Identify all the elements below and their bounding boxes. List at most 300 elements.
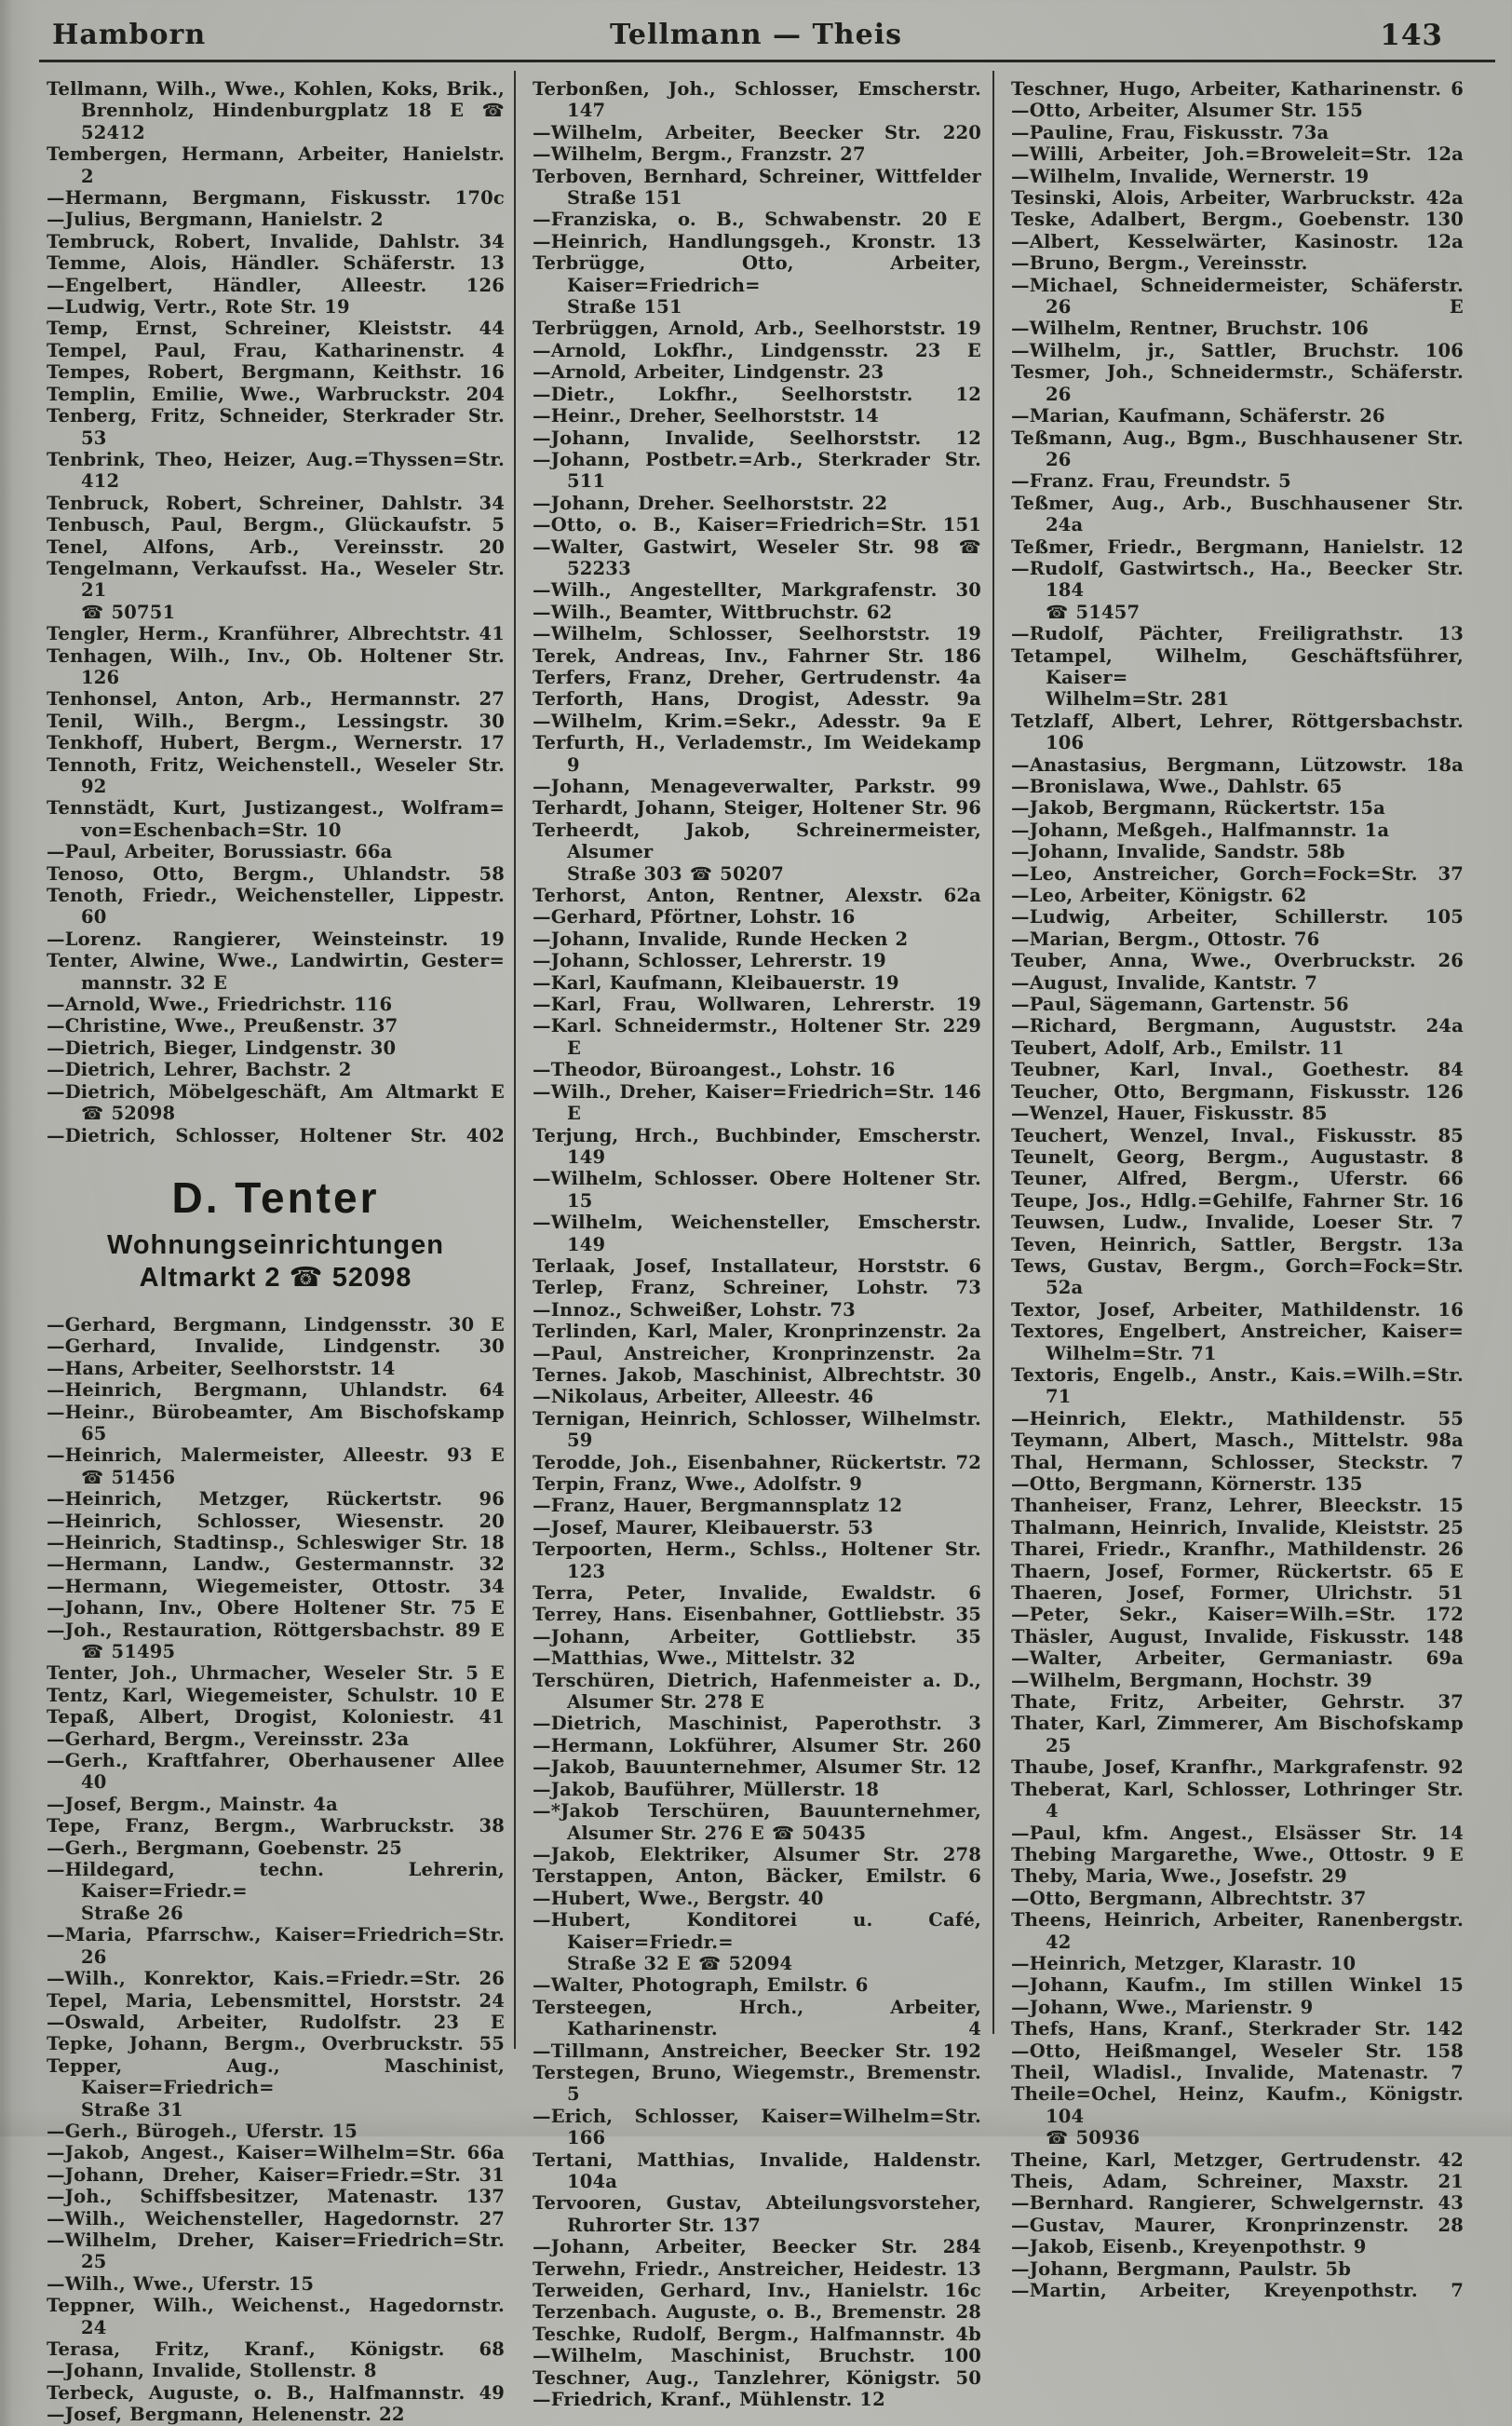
entry-line: Tepke, Johann, Bergm., Overbruckstr. 55 (47, 2033, 505, 2055)
directory-entry (1011, 1190, 1464, 1212)
entry-line: —Franz. Frau, Freundstr. 5 (1011, 470, 1291, 493)
directory-entry (1011, 1756, 1464, 1778)
entry-line: Tenbusch, Paul, Bergm., Glückaufstr. 5 (47, 514, 505, 536)
entry-line: Tesinski, Alois, Arbeiter, Warbruckstr. 42a (1011, 187, 1464, 210)
directory-entry (1011, 1779, 1464, 1823)
entry-line: Thater, Karl, Zimmerer, Am Bischofskamp 25 (1011, 1713, 1464, 1756)
directory-entry (1011, 711, 1464, 754)
entry-line: —Heinrich, Metzger, Rückertstr. 96 (47, 1488, 505, 1511)
entry-line: Terra, Peter, Invalide, Ewaldstr. 6 (533, 1582, 981, 1605)
directory-entry (47, 1059, 505, 1080)
entry-line: —Gerh., Kraftfahrer, Oberhausener Allee 40 (47, 1750, 505, 1794)
entry-line: Terbrüggen, Arnold, Arb., Seelhorststr. 19 (533, 318, 981, 340)
directory-entry (47, 2382, 505, 2404)
entry-line: Templin, Emilie, Wwe., Warbruckstr. 204 (47, 383, 505, 405)
entry-line: —Rudolf, Pächter, Freiligrathstr. 13 (1011, 623, 1464, 645)
entry-line: —Johann, Dreher, Kaiser=Friedr.=Str. 31 (47, 2163, 505, 2186)
entry-line: —Johann, Meßgeh., Halfmannstr. 1a (1011, 819, 1390, 841)
directory-entry (1011, 2149, 1464, 2171)
entry-line: —Wilhelm, Schlosser, Seelhorststr. 19 (533, 623, 981, 645)
directory-entry (47, 252, 505, 274)
directory-entry (47, 2186, 505, 2207)
entry-line: —Wilhelm, Invalide, Wernerstr. 19 (1011, 165, 1370, 187)
directory-entry (47, 2229, 505, 2273)
entry-line-continuation: ☎ 51457 (1046, 601, 1141, 623)
directory-entry (533, 536, 981, 580)
directory-entry (533, 1452, 981, 1473)
directory-entry (47, 1488, 505, 1510)
directory-entry (1011, 623, 1464, 644)
directory-entry (533, 1059, 981, 1080)
entry-line: —Engelbert, Händler, Alleestr. 126 (47, 274, 505, 296)
directory-entry (47, 1379, 505, 1401)
entry-line: Tepper, Aug., Maschinist, Kaiser=Friedrich= (47, 2054, 505, 2099)
directory-entry (47, 2338, 505, 2360)
directory-entry (1011, 209, 1464, 230)
directory-entry (533, 2192, 981, 2236)
entry-line: —Franz, Hauer, Bergmannsplatz 12 (533, 1495, 903, 1517)
directory-entry (1011, 252, 1464, 274)
directory-entry (533, 579, 981, 601)
entry-line: Tellmann, Wilh., Wwe., Kohlen, Koks, Brik., (47, 78, 505, 100)
entry-line: —Leo, Arbeiter, Königstr. 62 (1011, 885, 1307, 907)
entry-line: —Josef, Bergmann, Helenenstr. 22 (47, 2404, 405, 2426)
directory-entry (533, 493, 981, 514)
entry-line: Teubner, Karl, Inval., Goethestr. 84 (1011, 1059, 1464, 1081)
column1-entries-bottom (47, 1314, 505, 2426)
directory-entry (47, 1532, 505, 1553)
directory-entry (47, 1706, 505, 1728)
column-separator-2 (992, 71, 994, 2034)
entry-line: —Johann, Arbeiter, Beecker Str. 284 (533, 2236, 981, 2258)
directory-entry (47, 361, 505, 383)
entry-line: Tentz, Karl, Wiegemeister, Schulstr. 10 E (47, 1684, 505, 1706)
entry-line: —Jakob, Angest., Kaiser=Wilhelm=Str. 66a (47, 2142, 505, 2164)
entry-line: —Heinrich, Malermeister, Alleestr. 93 E (47, 1444, 505, 1467)
entry-line: —Hubert, Konditorei u. Café, Kaiser=Friedr.= (533, 1909, 981, 1953)
ad-address: Altmarkt 2 ☎ 52098 (139, 1262, 412, 1293)
entry-line: —Walter, Arbeiter, Germaniastr. 69a (1011, 1647, 1464, 1670)
entry-line: —Matthias, Wwe., Mittelstr. 32 (533, 1647, 856, 1670)
directory-entry (47, 384, 505, 405)
directory-entry (533, 1343, 981, 1364)
entry-line: —Dietrich, Maschinist, Paperothstr. 3 (533, 1713, 981, 1735)
entry-line: —Karl, Kaufmann, Kleibauerstr. 19 (533, 971, 899, 994)
entry-line: —Wilhelm, Schlosser. Obere Holtener Str. 15 (533, 1168, 981, 1212)
directory-entry (533, 1517, 981, 1538)
entry-line: Terboven, Bernhard, Schreiner, Wittfelder (533, 165, 981, 187)
directory-entry (1011, 645, 1464, 711)
entry-line: Tews, Gustav, Bergm., Gorch=Fock=Str. 52a (1011, 1254, 1464, 1299)
directory-entry (1011, 1255, 1464, 1299)
entry-line: —Johann, Menageverwalter, Parkstr. 99 (533, 776, 981, 797)
directory-entry (47, 209, 505, 230)
directory-entry (1011, 1561, 1464, 1582)
directory-entry (47, 296, 505, 318)
directory-entry (533, 1713, 981, 1734)
directory-entry (1011, 1408, 1464, 1430)
directory-entry (1011, 1582, 1464, 1604)
entry-line: Tenbrink, Theo, Heizer, Aug.=Thyssen=Str. 412 (47, 448, 505, 493)
directory-entry (47, 1402, 505, 1445)
directory-entry (47, 1553, 505, 1575)
entry-line: —Wilh., Angestellter, Markgrafenstr. 30 (533, 579, 981, 602)
directory-entry (47, 928, 505, 950)
entry-line: —Heinr., Dreher, Seelhorststr. 14 (533, 405, 879, 427)
directory-entry (1011, 1430, 1464, 1451)
entry-line: Tenoso, Otto, Bergm., Uhlandstr. 58 (47, 862, 505, 885)
entry-line: —Wilhelm, Weichensteller, Emscherstr. 149 (533, 1212, 981, 1255)
directory-entry (1011, 2280, 1464, 2301)
directory-entry (1011, 754, 1464, 776)
entry-line: —Christine, Wwe., Preußenstr. 37 (47, 1015, 398, 1037)
entry-line: —Gerhard, Bergmann, Lindgensstr. 30 E (47, 1313, 505, 1335)
entry-line-continuation: Straße 303 ☎ 50207 (567, 862, 785, 885)
directory-entry (47, 1015, 505, 1037)
directory-entry (1011, 2236, 1464, 2257)
directory-entry (533, 1168, 981, 1212)
directory-entry (533, 1582, 981, 1604)
entry-line: —Ludwig, Arbeiter, Schillerstr. 105 (1011, 906, 1464, 928)
directory-entry (1011, 2258, 1464, 2280)
directory-entry (47, 2055, 505, 2121)
directory-entry (533, 449, 981, 493)
entry-line: Theens, Heinrich, Arbeiter, Ranenbergstr. 42 (1011, 1909, 1464, 1953)
directory-entry (533, 1408, 981, 1452)
directory-entry (1011, 972, 1464, 994)
directory-entry (1011, 1473, 1464, 1495)
entry-line: —Karl. Schneidermstr., Holtener Str. 229 E (533, 1015, 981, 1059)
directory-entry (533, 2389, 981, 2410)
entry-line: Tembruck, Robert, Invalide, Dahlstr. 34 (47, 230, 505, 252)
directory-entry (1011, 2215, 1464, 2236)
entry-line: Thate, Fritz, Arbeiter, Gehrstr. 37 (1011, 1691, 1464, 1714)
directory-entry (1011, 950, 1464, 971)
directory-entry (533, 1015, 981, 1059)
directory-entry (47, 863, 505, 885)
page-header-place: Hamborn (52, 19, 207, 51)
entry-line: —Johann, Wwe., Marienstr. 9 (1011, 1996, 1314, 2018)
directory-entry (533, 688, 981, 710)
directory-entry (533, 972, 981, 994)
entry-line-continuation: Wilhelm=Str. 71 (1046, 1342, 1217, 1364)
directory-entry (1011, 994, 1464, 1015)
directory-entry (1011, 2192, 1464, 2214)
directory-entry (533, 602, 981, 623)
directory-entry (47, 732, 505, 753)
directory-entry (1011, 1823, 1464, 1844)
directory-entry (533, 1364, 981, 1386)
directory-column-1 (47, 78, 505, 2426)
entry-line: —Karl, Frau, Wollwaren, Lehrerstr. 19 (533, 994, 981, 1016)
entry-line: —Joh., Restauration, Röttgersbachstr. 89 E (47, 1619, 505, 1641)
directory-entry (47, 2164, 505, 2186)
directory-entry (47, 711, 505, 732)
directory-entry (47, 78, 505, 143)
entry-line: Teymann, Albert, Masch., Mittelstr. 98a (1011, 1430, 1464, 1452)
directory-entry (533, 2258, 981, 2280)
entry-line: —Dietrich, Möbelgeschäft, Am Altmarkt E (47, 1080, 505, 1103)
entry-line: —Johann, Arbeiter, Gottliebstr. 35 (533, 1625, 981, 1647)
directory-entry (47, 1968, 505, 1989)
entry-line: Tenter, Joh., Uhrmacher, Weseler Str. 5 E (47, 1662, 505, 1685)
directory-entry (533, 1299, 981, 1321)
directory-entry (1011, 2083, 1464, 2148)
directory-entry (533, 645, 981, 667)
directory-entry (1011, 1452, 1464, 1473)
directory-entry (47, 449, 505, 493)
directory-entry (533, 950, 981, 971)
entry-line: Tembergen, Hermann, Arbeiter, Hanielstr. 2 (47, 143, 505, 187)
directory-entry (533, 1277, 981, 1298)
entry-line: Tenil, Wilh., Bergm., Lessingstr. 30 (47, 710, 505, 732)
entry-line: —Heinrich, Metzger, Klarastr. 10 (1011, 1952, 1357, 1974)
directory-entry (1011, 797, 1464, 819)
directory-entry (533, 885, 981, 906)
directory-entry (533, 340, 981, 361)
directory-entry (47, 1358, 505, 1379)
entry-line-continuation: ☎ 51495 (81, 1641, 176, 1662)
directory-entry (1011, 1844, 1464, 1865)
entry-line: —Rudolf, Gastwirtsch., Ha., Beecker Str. 184 (1011, 557, 1464, 602)
directory-entry (533, 623, 981, 644)
directory-entry (1011, 1888, 1464, 1909)
entry-line-continuation: Alsumer Str. 278 E (567, 1691, 764, 1714)
directory-entry (1011, 1953, 1464, 1974)
ad-title: D. Tenter (171, 1172, 380, 1222)
entry-line: —Johann, Inv., Obere Holtener Str. 75 E (47, 1597, 505, 1620)
entry-line-continuation: von=Eschenbach=Str. 10 (81, 819, 342, 841)
entry-line: Terlep, Franz, Schreiner, Lohstr. 73 (533, 1277, 981, 1299)
directory-entry (533, 78, 981, 122)
directory-entry (47, 340, 505, 361)
entry-line: —Wilhelm, Rentner, Bruchstr. 106 (1011, 318, 1370, 340)
entry-line: —Theodor, Büroangest., Lohstr. 16 (533, 1059, 896, 1081)
directory-entry (533, 1844, 981, 1865)
directory-entry (47, 797, 505, 841)
directory-entry (1011, 1234, 1464, 1255)
entry-line: —Wilhelm, Bergmann, Hochstr. 39 (1011, 1669, 1372, 1691)
entry-line: Thaern, Josef, Former, Rückertstr. 65 E (1011, 1560, 1464, 1582)
header-rule (39, 60, 1495, 62)
entry-line: —Heinrich, Bergmann, Uhlandstr. 64 (47, 1379, 505, 1402)
entry-line: —Marian, Bergm., Ottostr. 76 (1011, 928, 1320, 950)
entry-line: —Arnold, Arbeiter, Lindgenstr. 23 (533, 361, 884, 384)
directory-entry (1011, 863, 1464, 885)
entry-line: —Wenzel, Hauer, Fiskusstr. 85 (1011, 1103, 1328, 1125)
entry-line: Teupe, Jos., Hdlg.=Gehilfe, Fahrner Str. 16 (1011, 1189, 1464, 1212)
directory-entry (1011, 906, 1464, 928)
entry-line: Theile=Ochel, Heinz, Kaufm., Königstr. 104 (1011, 2083, 1464, 2127)
entry-line: Terstappen, Anton, Bäcker, Emilstr. 6 (533, 1865, 981, 1888)
directory-entry (47, 2360, 505, 2381)
directory-entry (47, 754, 505, 798)
directory-entry (47, 1924, 505, 1968)
directory-entry (1011, 1670, 1464, 1691)
entry-line: Teschner, Aug., Tanzlehrer, Königstr. 50 (533, 2366, 981, 2389)
entry-line: —Hermann, Wiegemeister, Ottostr. 34 (47, 1575, 505, 1597)
entry-line: Ternes. Jakob, Maschinist, Albrechtstr. 30 (533, 1363, 981, 1386)
directory-entry (533, 906, 981, 928)
entry-line: Thalmann, Heinrich, Invalide, Kleiststr. 25 (1011, 1516, 1464, 1538)
directory-entry (47, 2295, 505, 2338)
directory-entry (1011, 820, 1464, 841)
directory-entry (47, 1037, 505, 1059)
entry-line: Thanheiser, Franz, Lehrer, Bleeckstr. 15 (1011, 1495, 1464, 1517)
entry-line: —Ludwig, Vertr., Rote Str. 19 (47, 296, 350, 318)
directory-entry (1011, 885, 1464, 906)
column1-entries-top (47, 78, 505, 1146)
entry-line: —Otto, Bergmann, Albrechtstr. 37 (1011, 1887, 1367, 1909)
entry-line: Tennoth, Fritz, Weichenstell., Weseler Str. 92 (47, 753, 505, 797)
entry-line: Teske, Adalbert, Bergm., Goebenstr. 130 (1011, 209, 1464, 231)
directory-entry (1011, 405, 1464, 427)
entry-line: —Gustav, Maurer, Kronprinzenstr. 28 (1011, 2214, 1464, 2236)
entry-line: Teven, Heinrich, Sattler, Bergstr. 13a (1011, 1233, 1464, 1255)
entry-line: Tepaß, Albert, Drogist, Koloniestr. 41 (47, 1706, 505, 1728)
entry-line: —Dietr., Lokfhr., Seelhorststr. 12 (533, 383, 981, 405)
entry-line: Tempel, Paul, Frau, Katharinenstr. 4 (47, 339, 505, 361)
entry-line: Teppner, Wilh., Weichenst., Hagedornstr. 24 (47, 2295, 505, 2338)
directory-entry (533, 2106, 981, 2149)
directory-entry (47, 645, 505, 689)
entry-line: Teuwsen, Ludw., Invalide, Loeser Str. 7 (1011, 1212, 1464, 1234)
entry-line: Tenoth, Friedr., Weichensteller, Lippestr. 60 (47, 885, 505, 928)
directory-entry (1011, 1713, 1464, 1756)
entry-line: Teuner, Alfred, Bergm., Uferstr. 66 (1011, 1168, 1464, 1190)
directory-entry (47, 1511, 505, 1532)
directory-entry (1011, 1538, 1464, 1560)
directory-entry (1011, 318, 1464, 339)
entry-line: Theis, Adam, Schreiner, Maxstr. 21 (1011, 2171, 1464, 2192)
entry-line: Teubert, Adolf, Arb., Emilstr. 11 (1011, 1037, 1344, 1059)
directory-entry (47, 1597, 505, 1619)
directory-entry (47, 885, 505, 928)
entry-line: Textores, Engelbert, Anstreicher, Kaiser= (1011, 1321, 1464, 1343)
directory-entry (47, 1662, 505, 1684)
directory-entry (47, 950, 505, 994)
entry-line: —Tillmann, Anstreicher, Beecker Str. 192 (533, 2040, 981, 2062)
directory-entry (1011, 143, 1464, 165)
directory-entry (533, 820, 981, 885)
directory-entry (533, 994, 981, 1015)
entry-line: —Otto, o. B., Kaiser=Friedrich=Str. 151 (533, 514, 981, 536)
entry-line: —Johann, Invalide, Sandstr. 58b (1011, 841, 1345, 863)
entry-line: —Anastasius, Bergmann, Lützowstr. 18a (1011, 753, 1464, 776)
directory-entry (47, 1837, 505, 1859)
entry-line: —Oswald, Arbeiter, Rudolfstr. 23 E (47, 2011, 505, 2033)
entry-line: —Jakob, Bergmann, Rückertstr. 15a (1011, 797, 1385, 820)
directory-entry (533, 2324, 981, 2345)
directory-entry (47, 2012, 505, 2033)
directory-entry (47, 275, 505, 296)
entry-line: —Paul, kfm. Angest., Elsässer Str. 14 (1011, 1822, 1464, 1844)
entry-line: —Johann, Invalide, Runde Hecken 2 (533, 928, 909, 950)
directory-entry (533, 928, 981, 950)
entry-line: —Richard, Bergmann, Auguststr. 24a (1011, 1015, 1464, 1037)
entry-line-continuation: Straße 26 (81, 1902, 183, 1924)
directory-entry (533, 2345, 981, 2366)
entry-line: —Michael, Schneidermeister, Schäferstr. 26 E (1011, 274, 1464, 318)
directory-entry (533, 797, 981, 819)
directory-entry (1011, 122, 1464, 143)
directory-entry (47, 1620, 505, 1663)
entry-line: —Hans, Arbeiter, Seelhorststr. 14 (47, 1357, 396, 1379)
directory-entry (47, 1081, 505, 1125)
directory-entry (533, 1779, 981, 1800)
entry-line: —Johann, Invalide, Stollenstr. 8 (47, 2360, 377, 2382)
entry-line: Tenhonsel, Anton, Arb., Hermannstr. 27 (47, 688, 505, 711)
entry-line: Terhorst, Anton, Rentner, Alexstr. 62a (533, 885, 981, 907)
entry-line: Terbonßen, Joh., Schlosser, Emscherstr. 147 (533, 78, 981, 122)
entry-line: —Wilh., Beamter, Wittbruchstr. 62 (533, 601, 893, 623)
entry-line: —*Jakob Terschüren, Bauunternehmer, (533, 1800, 981, 1823)
entry-line: Thefs, Hans, Kranf., Sterkrader Str. 142 (1011, 2018, 1464, 2040)
directory-entry (47, 1125, 505, 1146)
directory-entry (533, 667, 981, 688)
entry-line: Terbeck, Auguste, o. B., Halfmannstr. 49 (47, 2381, 505, 2404)
directory-entry (1011, 1495, 1464, 1516)
entry-line: Terweiden, Gerhard, Inv., Hanielstr. 16c (533, 2280, 981, 2302)
entry-line: Tetampel, Wilhelm, Geschäftsführer, Kaiser= (1011, 644, 1464, 688)
entry-line: —Paul, Sägemann, Gartenstr. 56 (1011, 994, 1349, 1016)
directory-entry (1011, 1146, 1464, 1168)
entry-line: Teßmann, Aug., Bgm., Buschhausener Str. 26 (1011, 427, 1464, 470)
entry-line: —Gerhard, Bergm., Vereinsstr. 23a (47, 1728, 410, 1750)
entry-line: —Lorenz. Rangierer, Weinsteinstr. 19 (47, 928, 505, 950)
directory-entry (533, 1647, 981, 1669)
entry-line: Terek, Andreas, Inv., Fahrner Str. 186 (533, 644, 981, 667)
directory-entry (1011, 1626, 1464, 1647)
directory-entry (533, 1321, 981, 1342)
advertisement-tenter (47, 1146, 505, 1314)
directory-entry (47, 1794, 505, 1815)
directory-entry (47, 187, 505, 209)
entry-line: —Otto, Bergmann, Körnerstr. 135 (1011, 1473, 1363, 1495)
directory-entry (1011, 1865, 1464, 1887)
entry-line: —Bernhard. Rangierer, Schwelgernstr. 43 (1011, 2192, 1464, 2215)
entry-line-continuation: Straße 32 E ☎ 52094 (567, 1952, 793, 1974)
entry-line-continuation: Ruhrorter Str. 137 (567, 2214, 762, 2236)
entry-line: —Wilhelm, Arbeiter, Beecker Str. 220 (533, 121, 981, 143)
directory-entry (533, 2236, 981, 2257)
directory-entry (533, 776, 981, 797)
directory-entry (1011, 536, 1464, 558)
directory-entry (533, 252, 981, 318)
entry-line: —Wilhelm, jr., Sattler, Bruchstr. 106 (1011, 339, 1464, 361)
entry-line: Thebing Margarethe, Wwe., Ottostr. 9 E (1011, 1843, 1464, 1865)
directory-entry (1011, 1015, 1464, 1037)
entry-line: Tertani, Matthias, Invalide, Haldenstr. 104a (533, 2148, 981, 2192)
directory-entry (1011, 275, 1464, 318)
entry-line: —Heinrich, Stadtinsp., Schleswiger Str. 18 (47, 1531, 505, 1553)
entry-line: Textor, Josef, Arbeiter, Mathildenstr. 16 (1011, 1298, 1464, 1321)
directory-entry (1011, 1125, 1464, 1146)
directory-entry (533, 1670, 981, 1714)
directory-entry (47, 1576, 505, 1597)
entry-line: —Hermann, Lokführer, Alsumer Str. 260 (533, 1734, 981, 1756)
directory-entry (1011, 1974, 1464, 1996)
entry-line: Tetzlaff, Albert, Lehrer, Röttgersbachstr. 106 (1011, 710, 1464, 754)
entry-line: —Johann, Postbetr.=Arb., Sterkrader Str. 511 (533, 448, 981, 493)
entry-line: —Josef, Maurer, Kleibauerstr. 53 (533, 1516, 874, 1538)
directory-entry (47, 2121, 505, 2142)
entry-line: —Wilhelm, Bergm., Franzstr. 27 (533, 143, 866, 166)
directory-entry (533, 2367, 981, 2389)
directory-entry (47, 1314, 505, 1335)
entry-line: Tersteegen, Hrch., Arbeiter, Katharinenstr. 4 (533, 1996, 981, 2040)
directory-entry (533, 1756, 981, 1778)
